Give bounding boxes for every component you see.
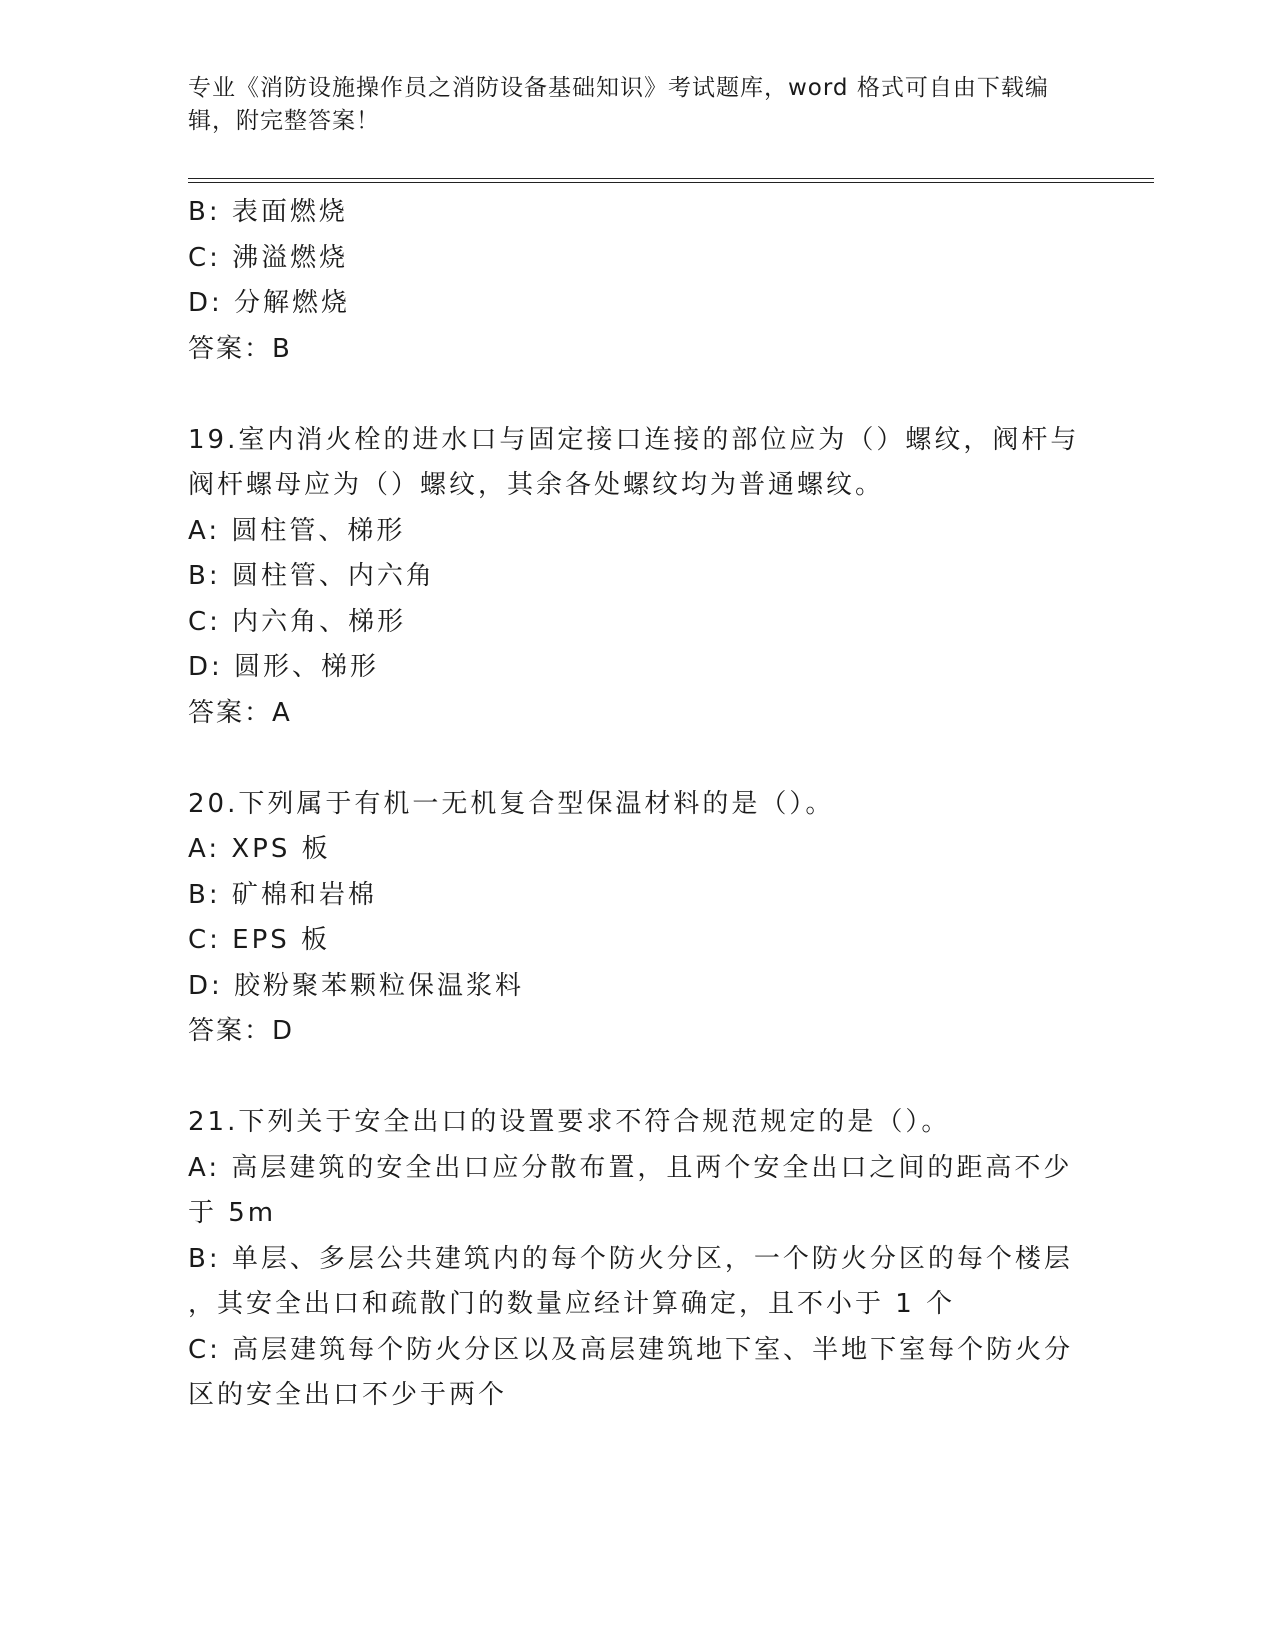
option-c: C: 沸溢燃烧	[188, 242, 349, 273]
option-a: A: XPS 板	[188, 834, 331, 864]
option-b: B: 圆柱管、内六角	[188, 561, 435, 591]
option-d: D: 分解燃烧	[188, 288, 351, 318]
spacer	[188, 372, 1088, 418]
header-divider-bottom	[188, 182, 1154, 183]
option-d: D: 胶粉聚苯颗粒保温浆料	[188, 970, 525, 1001]
option-b: B: 表面燃烧	[188, 197, 348, 227]
question-stem-line: 20.下列属于有机一无机复合型保温材料的是（）。	[188, 788, 835, 819]
header-line-1: 专业《消防设施操作员之消防设备基础知识》考试题库，word 格式可自由下载编	[188, 75, 1049, 101]
option-c-line-2: 区的安全出口不少于两个	[188, 1380, 508, 1410]
question-18-continuation	[188, 190, 1088, 372]
question-19	[188, 418, 1088, 737]
question-20	[188, 782, 1088, 1055]
question-stem-line: 21.下列关于安全出口的设置要求不符合规范规定的是（）。	[188, 1107, 951, 1137]
option-d: D: 圆形、梯形	[188, 652, 380, 682]
option-c-line-1: C: 高层建筑每个防火分区以及高层建筑地下室、半地下室每个防火分	[188, 1334, 1074, 1365]
spacer	[188, 1055, 1088, 1101]
question-list	[188, 190, 1088, 1419]
header-divider-top	[188, 178, 1154, 179]
question-stem-line: 阀杆螺母应为（）螺纹，其余各处螺纹均为普通螺纹。	[188, 470, 885, 500]
option-c: C: 内六角、梯形	[188, 606, 407, 637]
option-c: C: EPS 板	[188, 925, 331, 955]
option-a: A: 圆柱管、梯形	[188, 515, 406, 546]
header-line-2: 辑，附完整答案！	[188, 108, 380, 134]
option-b-line-1: B: 单层、多层公共建筑内的每个防火分区，一个防火分区的每个楼层	[188, 1243, 1073, 1274]
option-b: B: 矿棉和岩棉	[188, 879, 377, 910]
question-21	[188, 1100, 1088, 1419]
option-a-line-2: 于 5m	[188, 1198, 277, 1228]
question-stem-line: 19.室内消火栓的进水口与固定接口连接的部位应为（）螺纹，阀杆与	[188, 424, 1080, 455]
spacer	[188, 736, 1088, 782]
answer-line: 答案：B	[188, 333, 292, 364]
option-b-line-2: ，其安全出口和疏散门的数量应经计算确定，且不小于 1 个	[188, 1289, 956, 1319]
document-header	[188, 72, 1068, 138]
answer-line: 答案：D	[188, 1016, 295, 1046]
answer-line: 答案：A	[188, 697, 292, 728]
option-a-line-1: A: 高层建筑的安全出口应分散布置，且两个安全出口之间的距高不少	[188, 1152, 1073, 1183]
